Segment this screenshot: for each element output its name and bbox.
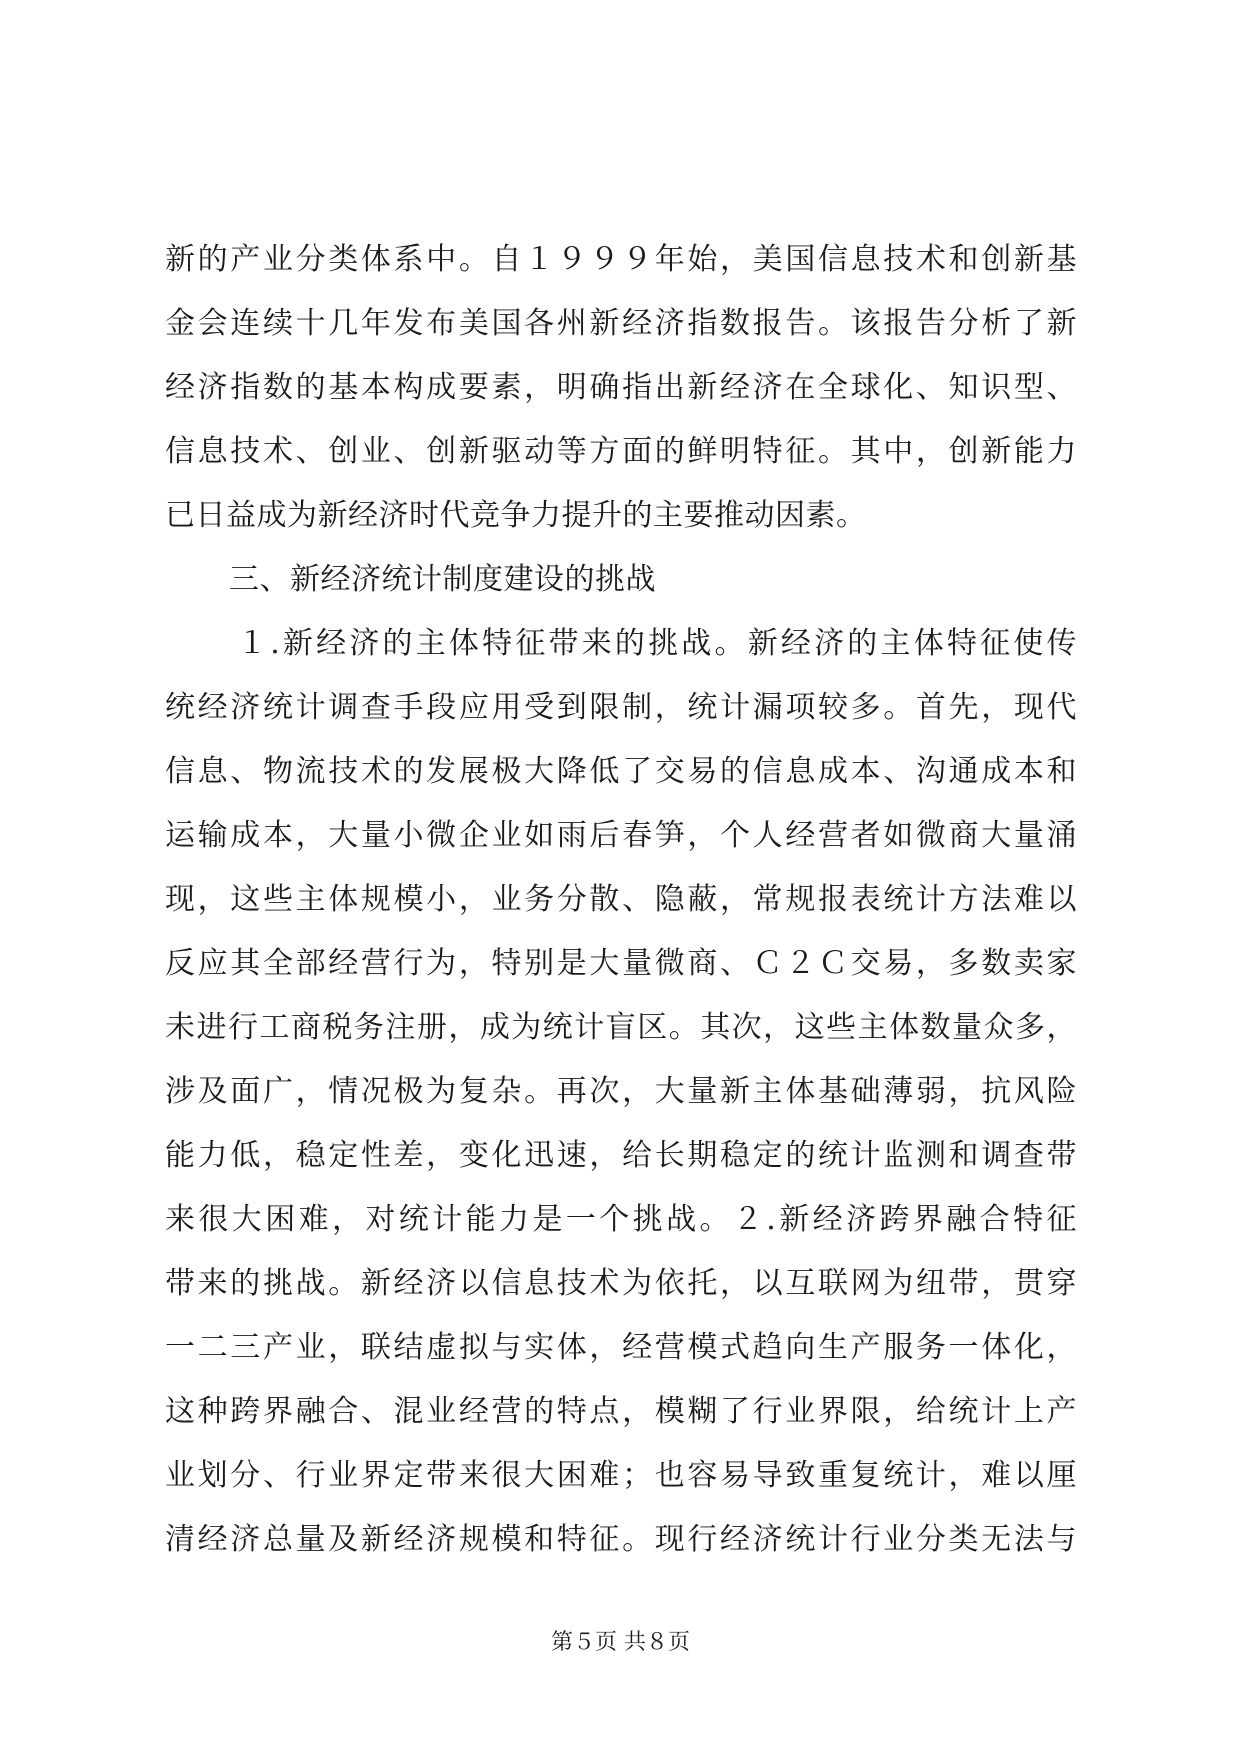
text-line: 这种跨界融合、混业经营的特点，模糊了行业界限，给统计上产 [165,1394,1077,1429]
text-line: 新的产业分类体系中。自１９９９年始，美国信息技术和创新基 [165,242,1077,277]
text-line: 反应其全部经营行为，特别是大量微商、Ｃ２Ｃ交易，多数卖家 [165,946,1077,981]
text-line: 现，这些主体规模小，业务分散、隐蔽，常规报表统计方法难以 [165,882,1077,917]
section-heading: 三、新经济统计制度建设的挑战 [229,562,656,597]
body-text [165,228,1077,1572]
text-line: 运输成本，大量小微企业如雨后春笋，个人经营者如微商大量涌 [165,818,1077,853]
text-line: １.新经济的主体特征带来的挑战。新经济的主体特征使传 [237,626,1077,661]
text-line: 一二三产业，联结虚拟与实体，经营模式趋向生产服务一体化， [165,1330,1077,1365]
text-line: 信息、物流技术的发展极大降低了交易的信息成本、沟通成本和 [165,754,1077,789]
text-line: 已日益成为新经济时代竞争力提升的主要推动因素。 [165,498,867,533]
text-line: 经济指数的基本构成要素，明确指出新经济在全球化、知识型、 [165,370,1077,405]
text-line: 统经济统计调查手段应用受到限制，统计漏项较多。首先，现代 [165,690,1077,725]
text-line: 未进行工商税务注册，成为统计盲区。其次，这些主体数量众多， [165,1010,1077,1045]
text-line: 涉及面广，情况极为复杂。再次，大量新主体基础薄弱，抗风险 [165,1074,1077,1109]
text-line: 来很大困难，对统计能力是一个挑战。２.新经济跨界融合特征 [165,1202,1077,1237]
text-line: 带来的挑战。新经济以信息技术为依托，以互联网为纽带，贯穿 [165,1266,1077,1301]
text-line: 业划分、行业界定带来很大困难；也容易导致重复统计，难以厘 [165,1458,1077,1493]
text-line: 信息技术、创业、创新驱动等方面的鲜明特征。其中，创新能力 [165,434,1077,469]
text-line: 金会连续十几年发布美国各州新经济指数报告。该报告分析了新 [165,306,1077,341]
text-line: 能力低，稳定性差，变化迅速，给长期稳定的统计监测和调查带 [165,1138,1077,1173]
text-line: 清经济总量及新经济规模和特征。现行经济统计行业分类无法与 [165,1522,1077,1557]
page-number: 第５页 共８页 [551,1630,690,1655]
